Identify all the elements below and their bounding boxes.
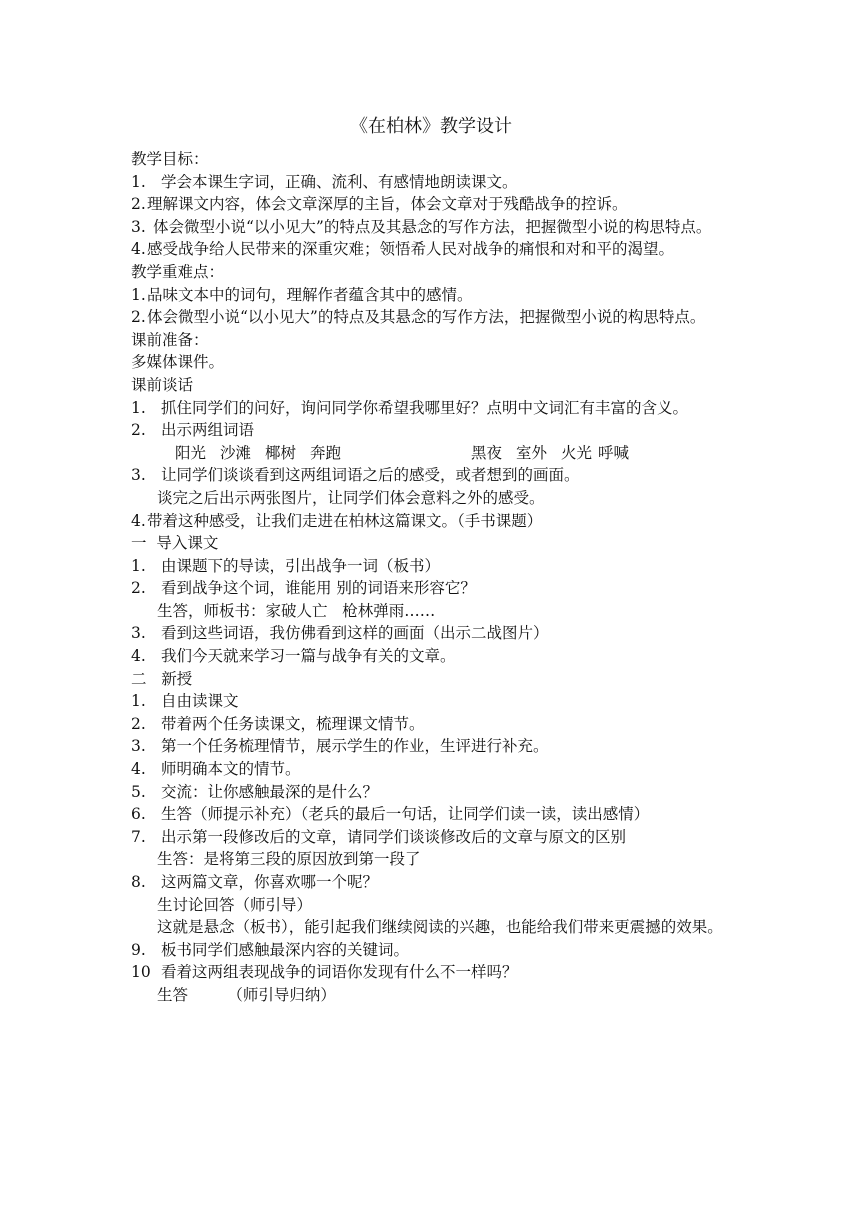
section2-item [131,961,731,984]
item-text: 品味文本中的词句，理解作者蕴含其中的感情。 [147,285,473,304]
item-number: 3. [131,217,146,236]
item-text: 看到这些词语，我仿佛看到这样的画面（出示二战图片） [161,624,549,643]
section2-item [131,735,731,758]
section2-item [131,803,731,826]
item-number: 2. [131,579,146,598]
section2-item [131,690,731,713]
objectives-heading: 教学目标： [131,150,209,168]
item-text: 抓住同学们的问好，询问同学你希望我哪里好？点明中文词汇有丰富的含义。 [161,398,689,417]
objective-item [131,238,731,261]
prep-heading: 课前准备： [131,330,209,349]
item-number: 2. [131,308,146,327]
section1-item [131,555,731,578]
item-number: 3. [131,466,146,485]
item-number: 4. [131,240,146,259]
word: 奔跑 [310,443,342,462]
item-number: 6. [131,805,146,824]
pretalk-item [131,510,731,533]
item-number: 2. [131,195,146,214]
section2-item [131,939,731,962]
pretalk-item [131,464,731,487]
section1-heading: 一 导入课文 [131,534,219,553]
word: 室外 [516,443,548,462]
section1-item [131,622,731,645]
word: 火光 [561,443,593,462]
word: 阳光 [175,443,207,462]
item-number: 3. [131,624,146,643]
item-text: 体会微型小说“以小见大”的特点及其悬念的写作方法，把握微型小说的构思特点。 [147,308,706,327]
key-point-item [131,306,731,329]
item-number: 1. [131,285,146,304]
objective-item [131,171,731,194]
word-group-2 [471,442,629,465]
section2-heading: 二 新授 [131,669,193,688]
item-text: 师明确本文的情节。 [161,760,301,779]
section2-note: 生讨论回答（师引导） [157,895,313,914]
item-number: 5. [131,782,146,801]
item-number: 9. [131,940,146,959]
item-text: 带着两个任务读课文，梳理课文情节。 [161,714,425,733]
item-text: 感受战争给人民带来的深重灾难；领悟希人民对战争的痛恨和对和平的渴望。 [147,240,675,259]
section1-note: 生答，师板书：家破人亡 枪林弹雨…… [157,601,436,620]
word: 呼喊 [598,443,630,462]
item-number: 1. [131,692,146,711]
item-text: 出示两组词语 [161,421,255,440]
section2-note: 生答：是将第三段的原因放到第一段了 [157,850,421,869]
word: 椰树 [265,443,297,462]
item-number: 1. [131,398,146,417]
item-number: 2. [131,421,146,440]
section2-item [131,871,731,894]
document-page [131,112,731,1007]
item-number: 1. [131,556,146,575]
key-points-heading: 教学重难点： [131,262,225,281]
item-number: 10 [131,963,151,982]
item-number: 4. [131,647,146,666]
item-text: 我们今天就来学习一篇与战争有关的文章。 [161,647,456,666]
item-text: 带着这种感受，让我们走进在柏林这篇课文。（手书课题） [147,511,543,530]
section2-item [131,826,731,849]
word-group-1 [175,442,471,465]
item-text: 自由读课文 [161,692,239,711]
item-text: 让同学们谈谈看到这两组词语之后的感受，或者想到的画面。 [161,466,580,485]
item-text: 理解课文内容，体会文章深厚的主旨，体会文章对于残酷战争的控诉。 [147,195,628,214]
item-number: 3. [131,737,146,756]
item-number: 1. [131,172,146,191]
word: 沙滩 [220,443,252,462]
document-title: 《在柏林》教学设计 [350,116,512,137]
item-text: 看到战争这个词，谁能用 别的词语来形容它？ [161,579,476,598]
item-text: 学会本课生字词，正确、流利、有感情地朗读课文。 [161,172,518,191]
pretalk-heading: 课前谈话 [131,375,194,394]
word: 黑夜 [471,443,503,462]
item-number: 4. [131,511,146,530]
section1-item [131,645,731,668]
word-groups [131,442,731,465]
item-text: 交流：让你感触最深的是什么？ [161,782,379,801]
section2-item [131,713,731,736]
section2-note: 这就是悬念（板书），能引起我们继续阅读的兴趣，也能给我们带来更震撼的效果。 [157,918,723,937]
item-number: 4. [131,760,146,779]
pretalk-note: 谈完之后出示两张图片，让同学们体会意料之外的感受。 [157,488,545,507]
section1-item [131,577,731,600]
item-text: 体会微型小说“以小见大”的特点及其悬念的写作方法，把握微型小说的构思特点。 [153,217,712,236]
item-text: 这两篇文章，你喜欢哪一个呢？ [161,873,379,891]
item-text: 板书同学们感触最深内容的关键词。 [161,940,410,959]
section2-note: 生答 （师引导归纳） [157,985,336,1004]
item-text: 出示第一段修改后的文章，请同学们谈谈修改后的文章与原文的区别 [161,827,627,846]
pretalk-item [131,419,731,442]
item-text: 生答（师提示补充）（老兵的最后一句话，让同学们读一读，读出感情） [161,805,650,824]
item-text: 第一个任务梳理情节，展示学生的作业，生评进行补充。 [161,737,549,756]
pretalk-item [131,397,731,420]
item-number: 7. [131,827,146,846]
section2-item [131,781,731,804]
section2-item [131,758,731,781]
item-number: 8. [131,873,146,891]
item-text: 由课题下的导读，引出战争一词（板书） [161,556,441,575]
item-text: 看着这两组表现战争的词语你发现有什么不一样吗？ [161,963,518,982]
item-number: 2. [131,714,146,733]
key-point-item [131,284,731,307]
prep-text: 多媒体课件。 [131,353,225,372]
objective-item [131,193,731,216]
objective-item [131,216,731,239]
